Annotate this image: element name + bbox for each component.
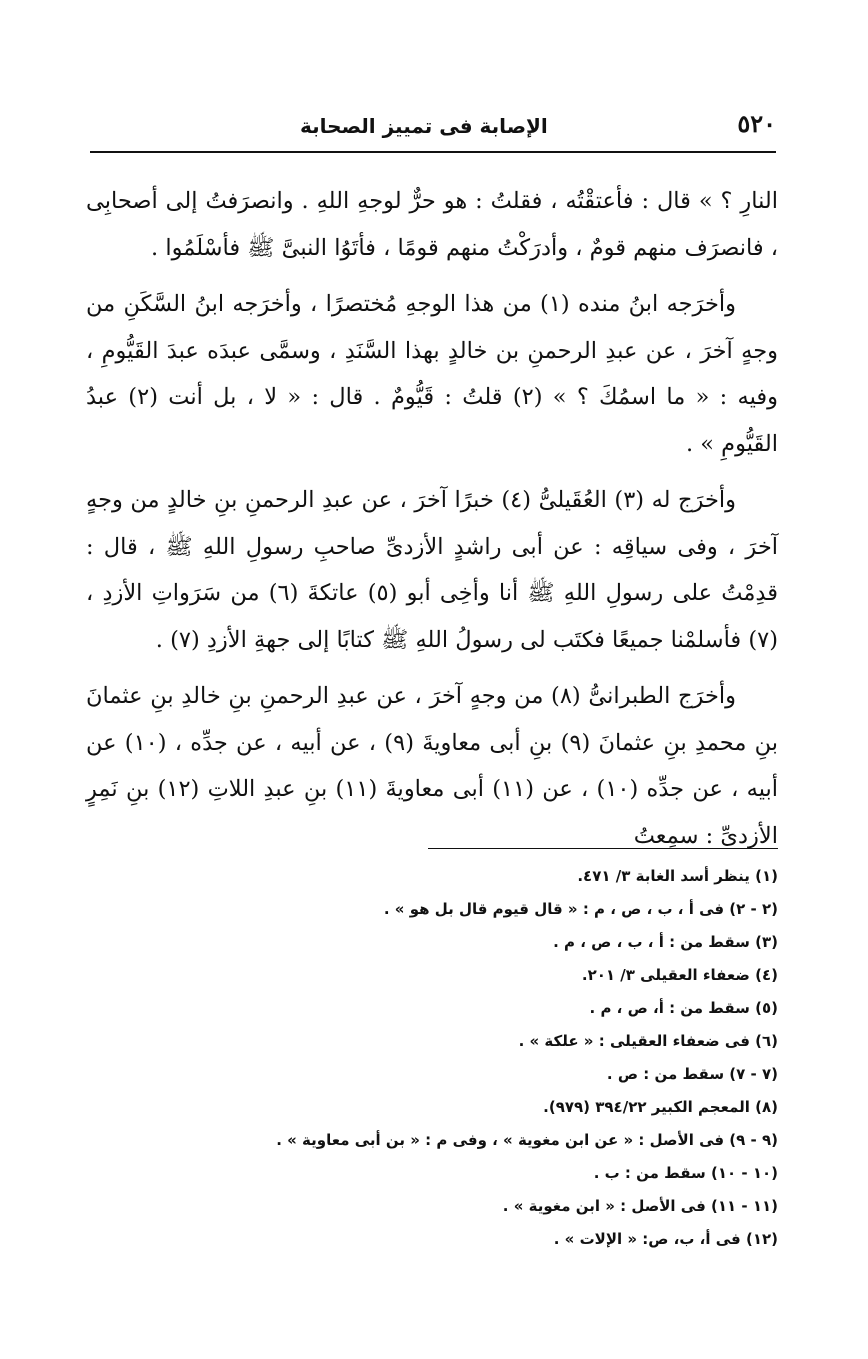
paragraph: وأخرَج له (٣) العُقَيلىُّ (٤) خبرًا آخرَ ، عن عبدِ الرحمنِ بنِ خالدٍ من وجهٍ آخرَ ، وفى سياقِه : عن أبى راشدٍ الأزدىِّ صاحبِ رسولِ اللهِ ﷺ ، قال : قدِمْتُ على رسولِ اللهِ ﷺ أنا وأخِى أبو (٥) عاتكةَ (٦) من سَرَواتِ الأزدِ ، (٧) فأسلمْنا جميعًا فكتَب لى رسولُ اللهِ ﷺ كتابًا إلى جهةِ الأزدِ (٧) . (86, 487, 778, 653)
paragraph: وأخرَج الطبرانىُّ (٨) من وجهٍ آخرَ ، عن عبدِ الرحمنِ بنِ خالدِ بنِ عثمانَ بنِ محمدِ بنِ عثمانَ (٩) بنِ أبى معاويةَ (٩) ، عن أبيه ، عن جدِّه ، (١٠) عن أبيه ، عن جدِّه (١٠) ، عن (١١) أبى معاويةَ (١١) بنِ عبدِ اللاتِ (١٢) بنِ نَمِرٍ الأزدىِّ : سمِعتُ (86, 683, 779, 849)
footnote: (٢ - ٢) فى أ ، ب ، ص ، م : « قال قيوم قال بل هو » . (383, 900, 778, 918)
footnotes (86, 860, 778, 1256)
footnote: (٥) سقط من : أ، ص ، م . (589, 999, 778, 1017)
footnote: (٦) فى ضعفاء العقيلى : « علكة » . (518, 1032, 778, 1050)
footnote: (١٠ - ١٠) سقط من : ب . (593, 1164, 778, 1182)
footnote: (٣) سقط من : أ ، ب ، ص ، م . (553, 933, 778, 951)
footnote: (٧ - ٧) سقط من : ص . (606, 1065, 778, 1083)
footnote-rule (428, 848, 778, 849)
footnote: (١٢) فى أ، ب، ص: « الإلات » . (553, 1230, 778, 1248)
paragraph: وأخرَجه ابنُ منده (١) من هذا الوجهِ مُختصرًا ، وأخرَجه ابنُ السَّكَنِ من وجهٍ آخرَ ، عن عبدِ الرحمنِ بن خالدٍ بهذا السَّنَدِ ، وسمَّى عبدَه عبدَ القَيُّومِ ، وفيه : « ما اسمُكَ ؟ » (٢) قلتُ : قَيُّومٌ . قال : « لا ، بل أنت (٢) عبدُ القَيُّومِ » . (86, 291, 778, 457)
footnote: (٤) ضعفاء العقيلى ٣/ ٢٠١. (581, 966, 778, 984)
page-number: ٥٢٠ (737, 109, 776, 138)
main-text (86, 178, 778, 869)
footnote: (٨) المعجم الكبير ٣٩٤/٢٢ (٩٧٩). (543, 1098, 778, 1116)
footnote: (١١ - ١١) فى الأصل : « ابن مغوية » . (502, 1197, 778, 1215)
footnote: (١) ينظر أسد الغابة ٣/ ٤٧١. (577, 867, 778, 885)
running-title: الإصابة فى تمييز الصحابة (300, 114, 548, 138)
header-rule (90, 151, 776, 153)
footnote: (٩ - ٩) فى الأصل : « عن ابن مغوية » ، وفى م : « بن أبى معاوية » . (276, 1131, 778, 1149)
paragraph: النارِ ؟ » قال : فأعتقْتُه ، فقلتُ : هو حرٌّ لوجهِ اللهِ . وانصرَفتُ إلى أصحابِى ، فانصرَف منهم قومٌ ، وأدرَكْتُ منهم قومًا ، فأتَوُا النبىَّ ﷺ فأسْلَمُوا . (86, 188, 778, 261)
page-header (90, 102, 776, 138)
